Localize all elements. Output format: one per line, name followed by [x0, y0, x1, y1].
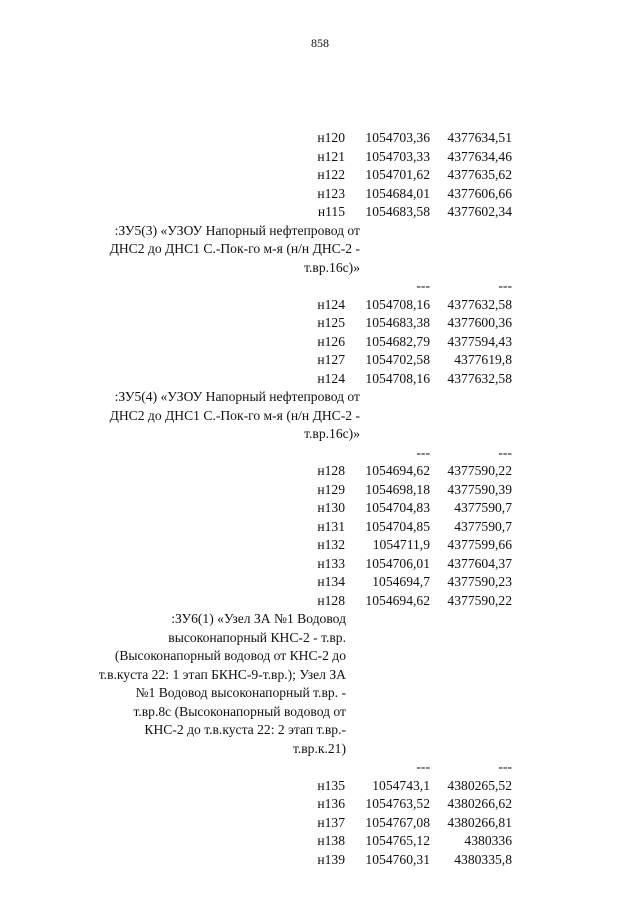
heading-line: :ЗУ6(1) «Узел ЗА №1 Водовод [171, 611, 346, 626]
coordinate-row [0, 351, 640, 370]
x-coordinate: --- [416, 444, 430, 460]
coordinate-row [0, 499, 640, 518]
heading-line: т.в.куста 22: 1 этап БКНС-9-т.вр.); Узел ЗА [98, 666, 346, 682]
x-coordinate: 1054703,36 [365, 130, 430, 145]
point-id: н131 [317, 518, 345, 534]
coordinate-row [0, 333, 640, 352]
point-id: н120 [317, 130, 345, 145]
point-id: н138 [317, 833, 345, 848]
point-id: н127 [317, 352, 345, 367]
coordinate-row [0, 129, 640, 148]
heading-line: т.вр.к.21) [292, 740, 346, 756]
y-coordinate: 4377635,62 [447, 167, 512, 182]
y-coordinate: 4377590,23 [447, 574, 512, 589]
coordinate-row [0, 555, 640, 574]
page-number: 858 [311, 36, 329, 50]
point-id: н134 [317, 574, 345, 589]
heading-line: №1 Водовод высоконапорный т.вр. - [135, 685, 346, 700]
section-heading-zu6-1 [0, 610, 346, 758]
coordinate-row [0, 185, 640, 204]
x-coordinate: 1054763,52 [365, 796, 430, 811]
coordinates-list [0, 129, 640, 869]
point-id: н136 [317, 796, 345, 811]
y-coordinate: 4377590,22 [447, 463, 512, 478]
coordinate-row [0, 592, 640, 611]
x-coordinate: 1054702,58 [365, 352, 430, 367]
heading-line: :ЗУ5(4) «УЗОУ Напорный нефтепровод от [114, 389, 360, 404]
y-coordinate: 4377634,46 [447, 148, 512, 164]
x-coordinate: 1054704,83 [365, 500, 430, 515]
heading-line: ДНС2 до ДНС1 С.-Пок-го м-я (н/н ДНС-2 - [109, 407, 360, 423]
point-id: н124 [317, 370, 345, 386]
heading-line: высоконапорный КНС-2 - т.вр. [168, 629, 346, 645]
point-id: н132 [317, 537, 345, 552]
point-id: н126 [317, 333, 345, 349]
point-id: н123 [317, 185, 345, 201]
x-coordinate: 1054708,16 [365, 370, 430, 386]
coordinate-row [0, 277, 640, 296]
y-coordinate: 4377590,7 [454, 518, 512, 534]
x-coordinate: 1054683,58 [365, 204, 430, 219]
y-coordinate: 4380335,8 [454, 851, 512, 867]
coordinate-row [0, 296, 640, 315]
point-id: н122 [317, 167, 345, 182]
coordinate-row [0, 851, 640, 870]
heading-line: т.вр.16с)» [304, 426, 360, 441]
y-coordinate: 4377594,43 [447, 333, 512, 349]
coordinate-row [0, 462, 640, 481]
point-id: н121 [317, 148, 345, 164]
heading-line: т.вр.8с (Высоконапорный водовод от [133, 703, 346, 719]
coordinate-row [0, 481, 640, 500]
x-coordinate: 1054711,9 [372, 537, 430, 552]
y-coordinate: 4377590,39 [447, 481, 512, 497]
section-heading-zu5-4 [0, 388, 360, 444]
x-coordinate: 1054708,16 [365, 296, 430, 312]
point-id: н130 [317, 500, 345, 515]
y-coordinate: 4380265,52 [447, 777, 512, 793]
point-id: н115 [317, 204, 345, 219]
y-coordinate: 4377606,66 [447, 185, 512, 201]
x-coordinate: 1054701,62 [365, 167, 430, 182]
coordinate-row [0, 814, 640, 833]
y-coordinate: 4377632,58 [447, 296, 512, 312]
heading-line: (Высоконапорный водовод от КНС-2 до [114, 648, 346, 663]
coordinate-row [0, 518, 640, 537]
coordinate-row [0, 777, 640, 796]
coordinate-row [0, 832, 640, 851]
x-coordinate: --- [416, 278, 430, 293]
x-coordinate: 1054703,33 [365, 148, 430, 164]
point-id: н128 [317, 592, 345, 608]
point-id [0, 758, 345, 777]
y-coordinate: 4377599,66 [447, 537, 512, 552]
point-id: н129 [317, 481, 345, 497]
x-coordinate: 1054698,18 [365, 481, 430, 497]
point-id: н124 [317, 296, 345, 312]
y-coordinate: 4377590,7 [454, 500, 512, 515]
heading-line: КНС-2 до т.в.куста 22: 2 этап т.вр.- [144, 722, 346, 737]
x-coordinate: 1054760,31 [365, 851, 430, 867]
y-coordinate: --- [498, 278, 512, 293]
y-coordinate: 4377602,34 [447, 204, 512, 219]
y-coordinate: 4377604,37 [447, 555, 512, 571]
point-id: н139 [317, 851, 345, 867]
coordinate-row [0, 203, 640, 222]
point-id: н125 [317, 315, 345, 330]
coordinate-row [0, 166, 640, 185]
heading-line: :ЗУ5(3) «УЗОУ Напорный нефтепровод от [114, 222, 360, 238]
coordinate-row [0, 795, 640, 814]
y-coordinate: 4380266,81 [447, 814, 512, 830]
x-coordinate: 1054684,01 [365, 185, 430, 201]
coordinate-row [0, 758, 640, 777]
point-id [0, 444, 345, 463]
x-coordinate: 1054694,62 [365, 463, 430, 478]
coordinate-row [0, 148, 640, 167]
x-coordinate: 1054682,79 [365, 333, 430, 349]
x-coordinate: 1054706,01 [365, 555, 430, 571]
x-coordinate: 1054765,12 [365, 833, 430, 848]
coordinate-row [0, 536, 640, 555]
y-coordinate: --- [498, 444, 512, 460]
y-coordinate: 4380266,62 [447, 796, 512, 811]
x-coordinate: 1054683,38 [365, 315, 430, 330]
coordinate-row [0, 444, 640, 463]
y-coordinate: 4380336 [464, 833, 512, 848]
x-coordinate: 1054694,62 [365, 592, 430, 608]
x-coordinate: --- [416, 759, 430, 774]
x-coordinate: 1054694,7 [372, 574, 430, 589]
y-coordinate: 4377600,36 [447, 315, 512, 330]
coordinate-row [0, 573, 640, 592]
x-coordinate: 1054704,85 [365, 518, 430, 534]
coordinate-row [0, 314, 640, 333]
heading-line: ДНС2 до ДНС1 С.-Пок-го м-я (н/н ДНС-2 - [109, 241, 360, 256]
point-id: н128 [317, 463, 345, 478]
y-coordinate: 4377634,51 [447, 130, 512, 145]
y-coordinate: 4377590,22 [447, 592, 512, 608]
heading-line: т.вр.16с)» [304, 259, 360, 275]
x-coordinate: 1054743,1 [372, 777, 430, 793]
point-id [0, 277, 345, 296]
x-coordinate: 1054767,08 [365, 814, 430, 830]
point-id: н133 [317, 555, 345, 571]
section-heading-zu5-3 [0, 222, 360, 278]
y-coordinate: --- [498, 759, 512, 774]
point-id: н135 [317, 777, 345, 793]
y-coordinate: 4377632,58 [447, 370, 512, 386]
y-coordinate: 4377619,8 [454, 352, 512, 367]
point-id: н137 [317, 814, 345, 830]
coordinate-row [0, 370, 640, 389]
